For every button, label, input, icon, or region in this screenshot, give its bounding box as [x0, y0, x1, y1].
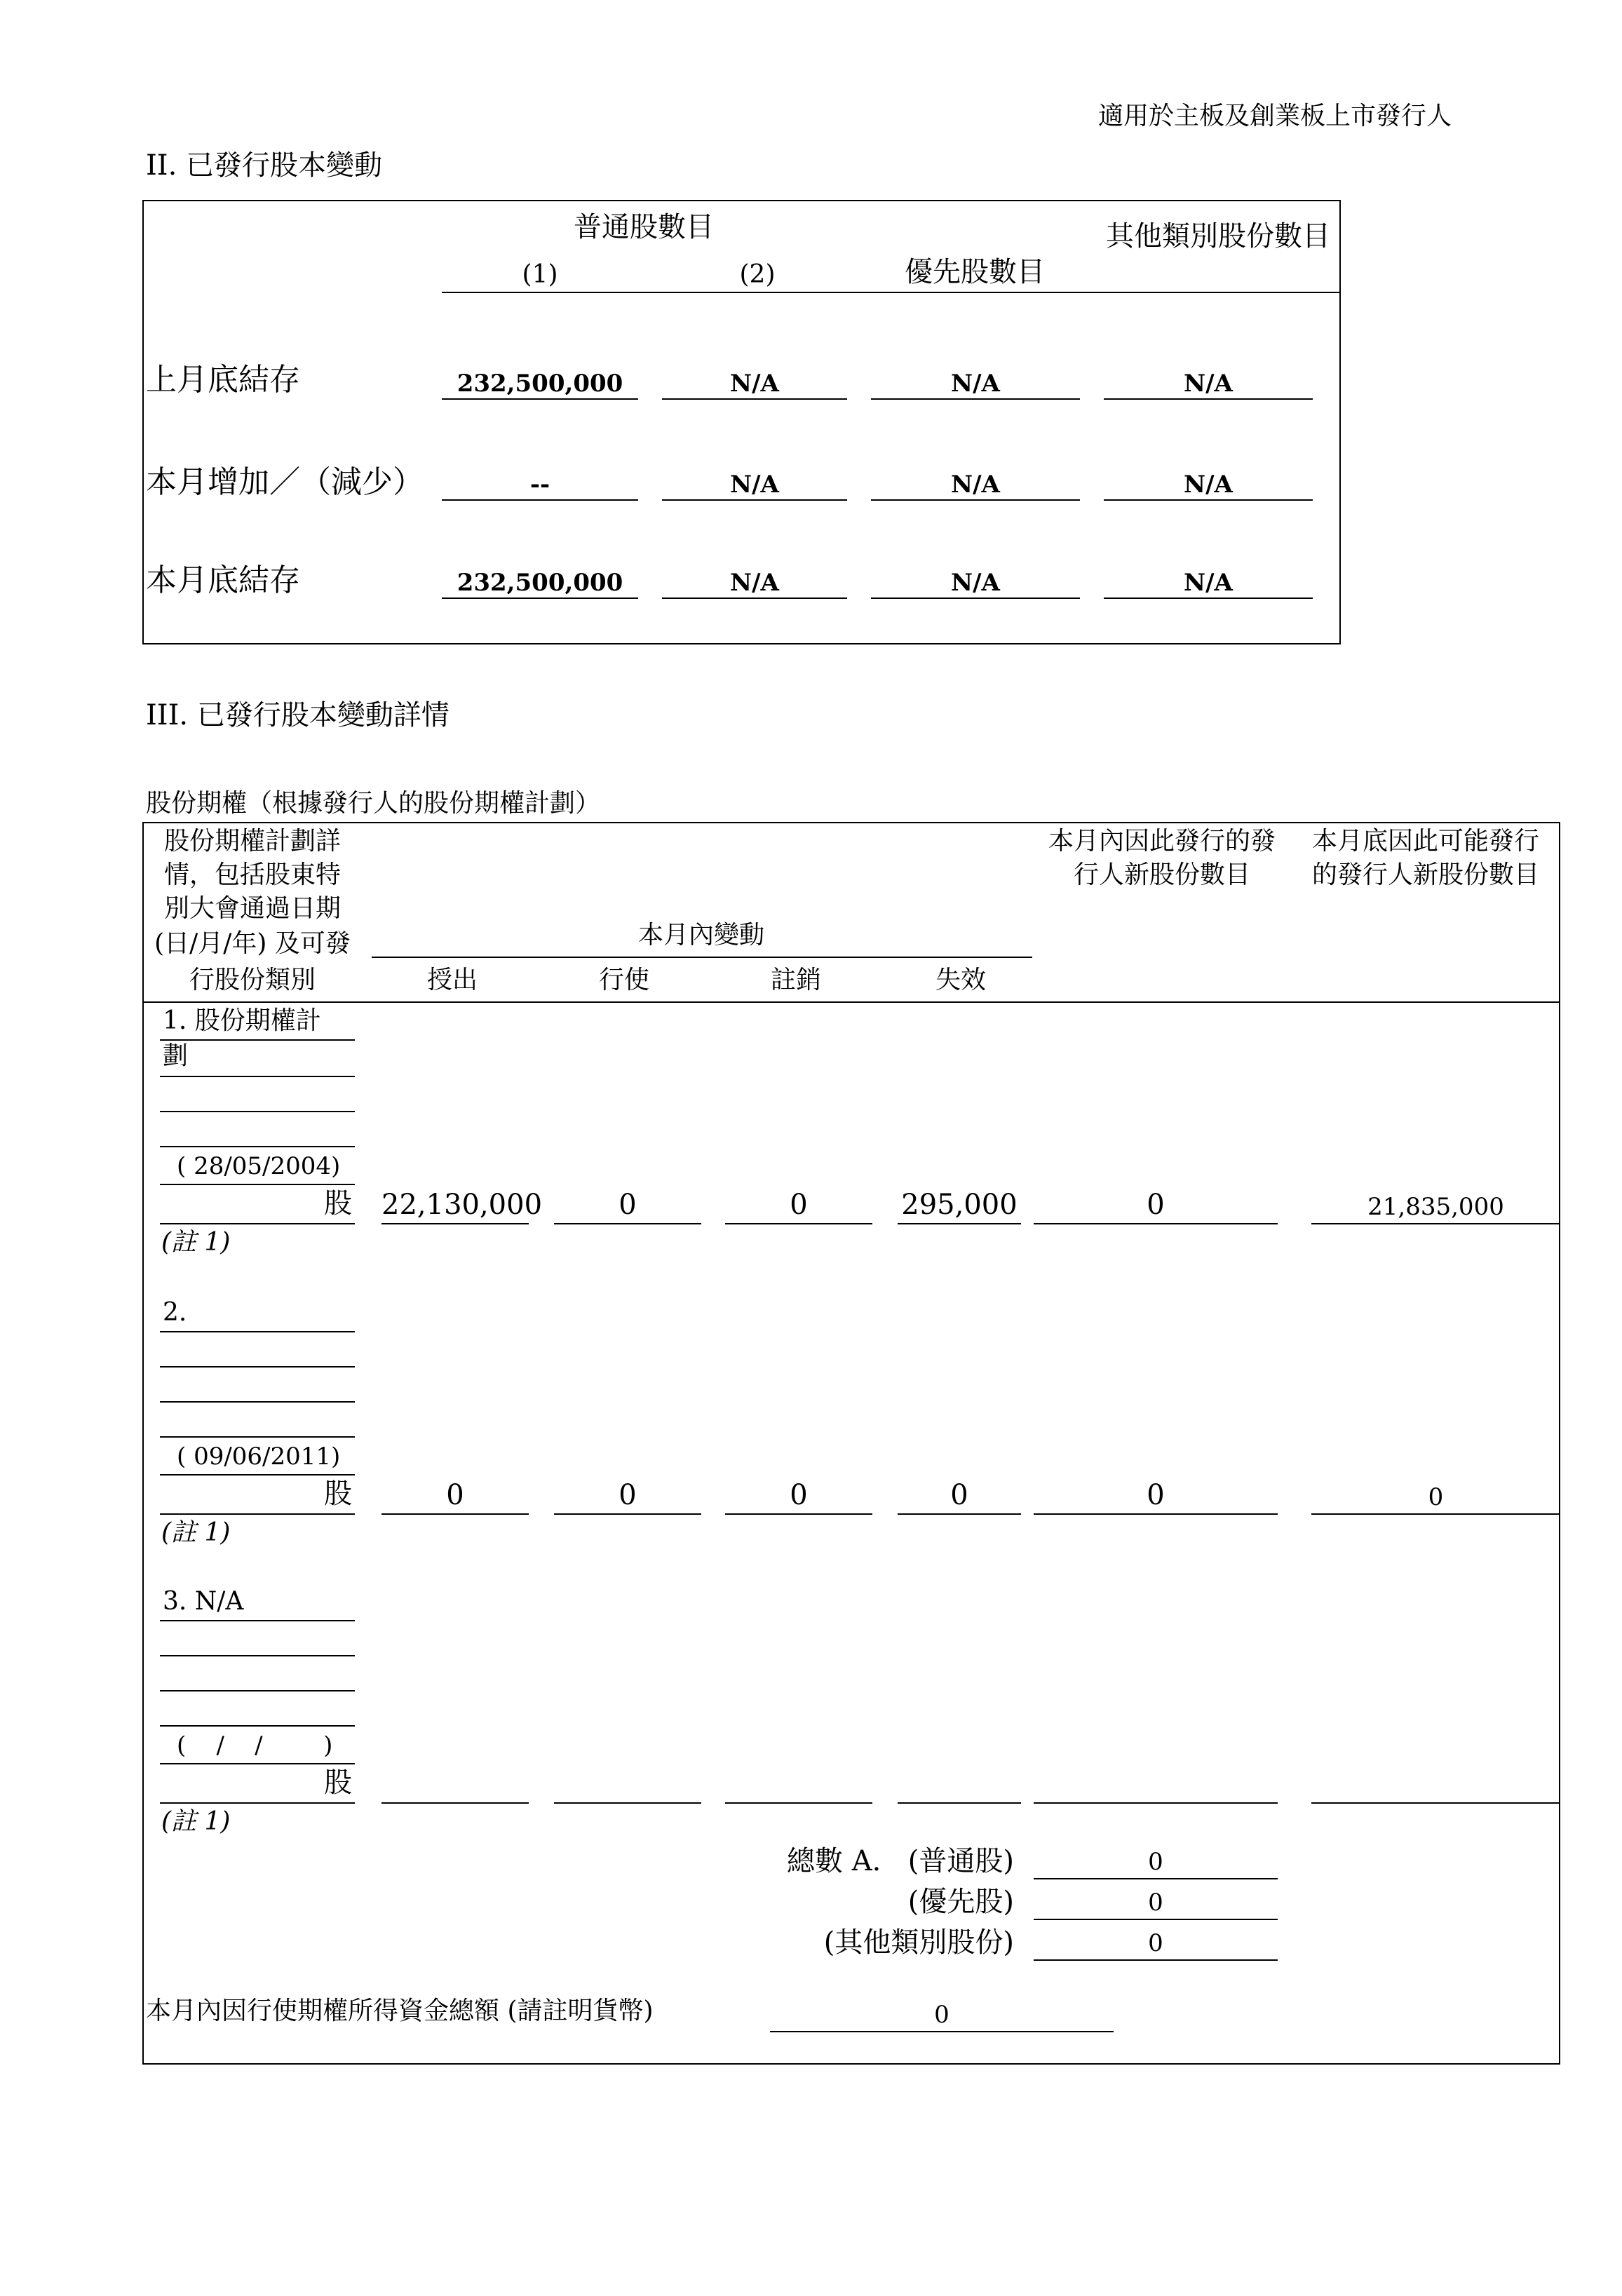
- col-ordinary-header: 普通股數目: [574, 211, 714, 243]
- funds-value: 0: [770, 2001, 1114, 2032]
- plan-1-unit: 股: [324, 1187, 352, 1220]
- head-possible-line2: 的發行人新股份數目: [1311, 860, 1539, 889]
- plan-3-name-line1: 3. N/A: [163, 1587, 244, 1616]
- plan-3-date: ( / / ): [177, 1731, 333, 1760]
- plan-3-line-c: [160, 1690, 355, 1691]
- month-end-preference: N/A: [871, 569, 1080, 599]
- plan-2-line-d: [160, 1436, 355, 1438]
- head-new-shares-line1: 本月內因此發行的發: [1048, 827, 1276, 856]
- plan-1-lapsed: 295,000: [898, 1189, 1021, 1224]
- total-ordinary-value: 0: [1034, 1849, 1278, 1879]
- plan-1-granted: 22,130,000: [381, 1189, 529, 1224]
- prev-balance-col2: N/A: [662, 370, 847, 400]
- total-preference-value: 0: [1034, 1889, 1278, 1920]
- total-label: 總數 A.: [787, 1845, 881, 1877]
- month-end-col2: N/A: [662, 569, 847, 599]
- plan-1-line-b: [160, 1076, 355, 1077]
- plan-2-line-f: [160, 1513, 355, 1515]
- plan-3-exercised: [554, 1769, 701, 1804]
- head-possible-line1: 本月底因此可能發行: [1311, 827, 1539, 856]
- row-label-month-end-balance: 本月底結存: [146, 562, 300, 598]
- head-granted: 授出: [426, 966, 478, 994]
- plan-2-name-line1: 2.: [163, 1298, 187, 1327]
- plan-1-line-f: [160, 1223, 355, 1224]
- section-2-title: II. 已發行股本變動: [146, 149, 383, 182]
- head-col1-line5: 行股份類別: [189, 966, 316, 994]
- plan-2-unit: 股: [324, 1478, 352, 1510]
- plan-3-possible: [1311, 1773, 1560, 1804]
- head-col1-line1: 股份期權計劃詳: [163, 827, 341, 856]
- plan-2-lapsed: 0: [898, 1480, 1021, 1515]
- plan-1-name-line2: 劃: [163, 1041, 189, 1070]
- plan-2-cancelled: 0: [725, 1480, 872, 1515]
- plan-3-cancelled: [725, 1769, 872, 1804]
- prev-balance-other: N/A: [1104, 370, 1313, 400]
- head-movement: 本月內變動: [637, 921, 764, 950]
- head-col1-line3: 別大會通過日期: [163, 894, 341, 923]
- header-rule: [442, 292, 1341, 293]
- head-cancelled: 註銷: [770, 966, 821, 994]
- plan-3-line-f: [160, 1802, 355, 1804]
- plan-3-line-e: [160, 1763, 355, 1764]
- plan-2-line-c: [160, 1401, 355, 1403]
- col-2-header: (2): [739, 260, 776, 289]
- increase-col1: --: [442, 471, 638, 501]
- head-new-shares-line2: 行人新股份數目: [1073, 860, 1250, 889]
- movement-rule: [372, 957, 1032, 958]
- plan-2-granted: 0: [381, 1480, 529, 1515]
- month-end-col1: 232,500,000: [442, 569, 638, 599]
- plan-2-possible: 0: [1311, 1484, 1560, 1515]
- col-1-header: (1): [522, 260, 558, 289]
- plan-1-new-shares: 0: [1034, 1189, 1278, 1224]
- plan-2-note: (註 1): [161, 1518, 231, 1547]
- plan-2-line-a: [160, 1331, 355, 1332]
- plan-3-lapsed: [898, 1769, 1021, 1804]
- plan-1-line-a: [160, 1039, 355, 1041]
- plan-2-date: ( 09/06/2011): [177, 1443, 341, 1471]
- plan-1-possible: 21,835,000: [1311, 1194, 1560, 1224]
- head-col1-line2: 情，包括股東特: [163, 860, 341, 889]
- increase-col2: N/A: [662, 471, 847, 501]
- plan-2-exercised: 0: [554, 1480, 701, 1515]
- plan-1-name-line1: 1. 股份期權計: [163, 1006, 321, 1035]
- funds-label: 本月內因行使期權所得資金總額 (請註明貨幣): [146, 1997, 654, 2025]
- plan-1-date: ( 28/05/2004): [177, 1152, 341, 1180]
- col-preference-header: 優先股數目: [905, 256, 1045, 288]
- plan-3-unit: 股: [324, 1767, 352, 1799]
- plan-2-line-e: [160, 1474, 355, 1475]
- plan-3-granted: [381, 1769, 529, 1804]
- plan-3-note: (註 1): [161, 1807, 231, 1836]
- month-end-other: N/A: [1104, 569, 1313, 599]
- total-ordinary-label: (普通股): [907, 1845, 1014, 1877]
- prev-balance-col1: 232,500,000: [442, 370, 638, 400]
- plan-3-line-a: [160, 1620, 355, 1621]
- plan-1-line-d: [160, 1146, 355, 1147]
- row-label-prev-balance: 上月底結存: [146, 362, 300, 398]
- header-note: 適用於主板及創業板上市發行人: [1098, 102, 1452, 130]
- increase-other: N/A: [1104, 471, 1313, 501]
- prev-balance-preference: N/A: [871, 370, 1080, 400]
- section-3-subtitle: 股份期權（根據發行人的股份期權計劃）: [146, 789, 601, 818]
- col-other-header: 其他類別股份數目: [1106, 220, 1330, 252]
- plan-2-line-b: [160, 1366, 355, 1368]
- plan-3-line-d: [160, 1725, 355, 1727]
- head-col1-line4: (日/月/年) 及可發: [154, 929, 351, 958]
- head-exercised: 行使: [598, 966, 649, 994]
- plan-1-exercised: 0: [554, 1189, 701, 1224]
- plan-2-new-shares: 0: [1034, 1480, 1278, 1515]
- plan-3-line-b: [160, 1655, 355, 1656]
- share-options-table: [142, 822, 1560, 2065]
- total-other-label: (其他類別股份): [823, 1926, 1014, 1959]
- section-3-title: III. 已發行股本變動詳情: [146, 699, 450, 731]
- row-label-increase-decrease: 本月增加／（減少）: [146, 464, 424, 500]
- plan-3-new-shares: [1034, 1769, 1278, 1804]
- plan-1-line-e: [160, 1184, 355, 1185]
- plan-1-note: (註 1): [161, 1228, 231, 1257]
- plan-1-cancelled: 0: [725, 1189, 872, 1224]
- increase-preference: N/A: [871, 471, 1080, 501]
- plan-1-line-c: [160, 1111, 355, 1112]
- head-lapsed: 失效: [935, 966, 986, 994]
- header-bottom-rule: [142, 1001, 1560, 1003]
- total-preference-label: (優先股): [907, 1886, 1014, 1918]
- total-other-value: 0: [1034, 1930, 1278, 1961]
